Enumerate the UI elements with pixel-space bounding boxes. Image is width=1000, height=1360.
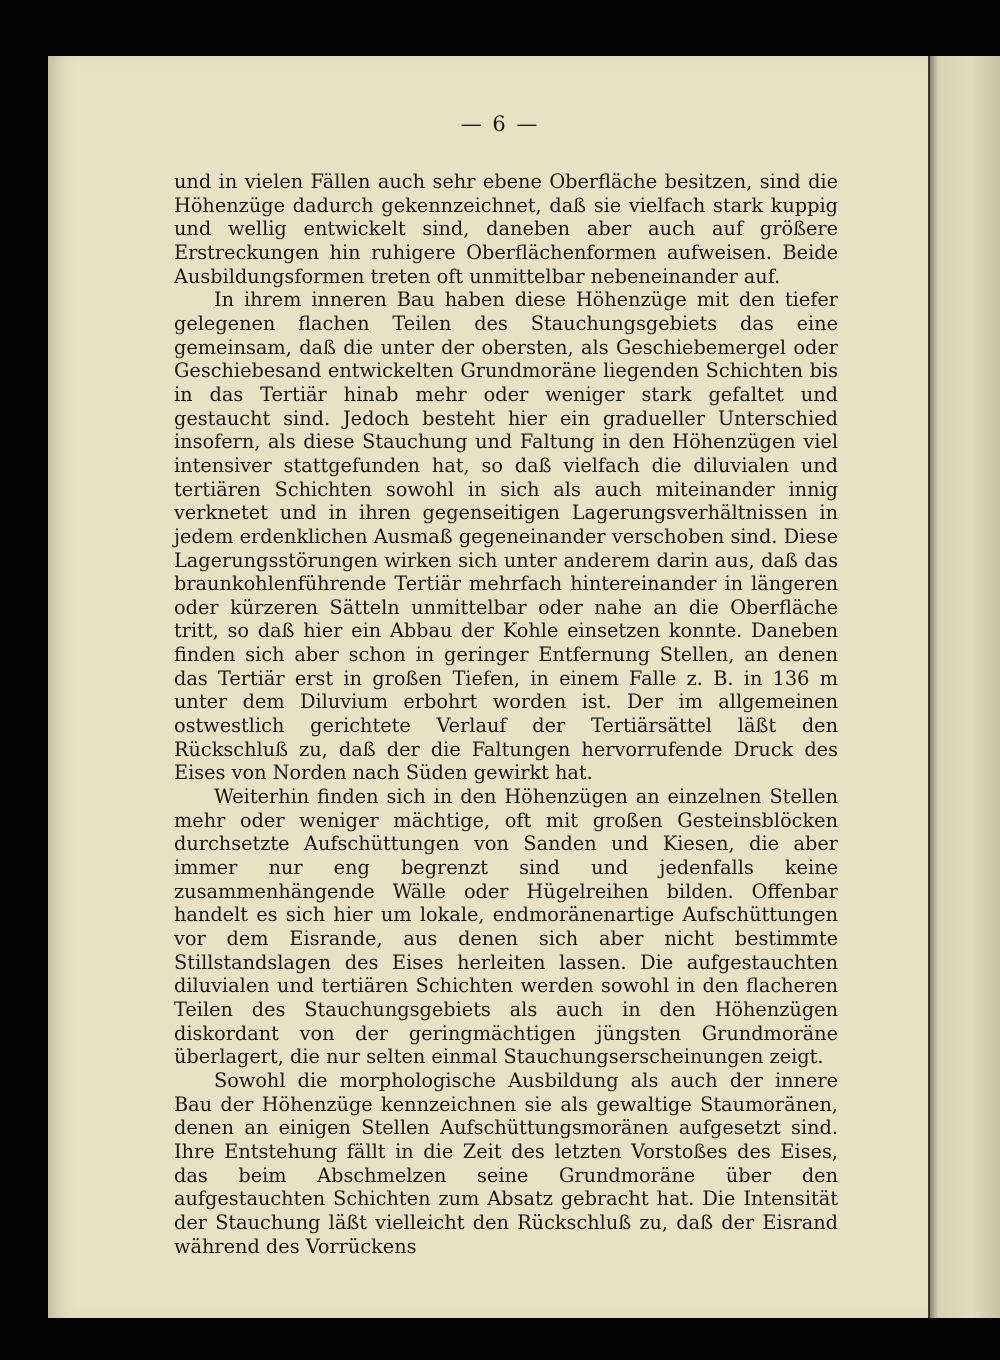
facing-page-edge: [930, 56, 1000, 1318]
body-text: [174, 170, 838, 1258]
paragraph-4: Sowohl die morphologische Ausbildung als auch der innere Bau der Höhenzüge kennzeichnen sie als gewaltige Staumoränen, denen an einigen Stellen Aufschüttungsmoränen aufgesetzt sind. Ihre Entstehung fällt in die Zeit des letzten Vorstoßes des Eises, das beim Abschmelzen seine Grundmoräne über den aufgestauchten Schichten zum Absatz gebracht hat. Die Intensität der Stauchung läßt vielleicht den Rückschluß zu, daß der Eisrand während des Vorrückens: [174, 1068, 838, 1258]
paragraph-3: Weiterhin finden sich in den Höhenzügen an einzelnen Stellen mehr oder weniger mächtige, oft mit großen Gesteinsblöcken durchsetzte Aufschüttungen von Sanden und Kiesen, die aber immer nur eng begrenzt sind und jedenfalls keine zusammenhängende Wälle oder Hügelreihen bilden. Offenbar handelt es sich hier um lokale, endmoränenartige Aufschüttungen vor dem Eisrande, aus denen sich aber nicht bestimmte Stillstandslagen des Eises herleiten lassen. Die aufgestauchten diluvialen und tertiären Schichten werden sowohl in den flacheren Teilen des Stauchungsgebiets als auch in den Höhenzügen diskordant von der geringmächtigen jüngsten Grundmoräne überlagert, die nur selten einmal Stauchungserscheinungen zeigt.: [174, 785, 838, 1069]
page-number-header: — 6 —: [460, 112, 540, 136]
paragraph-1: und in vielen Fällen auch sehr ebene Oberfläche besitzen, sind die Höhenzüge dadurch gekennzeichnet, daß sie vielfach stark kuppig und wellig entwickelt sind, daneben aber auch auf größere Erstreckungen hin ruhigere Oberflächenformen aufweisen. Beide Ausbildungsformen treten oft unmittelbar nebeneinander auf.: [174, 170, 838, 288]
paragraph-2: In ihrem inneren Bau haben diese Höhenzüge mit den tiefer gelegenen flachen Teilen des Stauchungsgebiets das eine gemeinsam, daß die unter der obersten, als Geschiebemergel oder Geschiebesand entwickelten Grundmoräne liegenden Schichten bis in das Tertiär hinab mehr oder weniger stark gefaltet und gestaucht sind. Jedoch besteht hier ein gradueller Unterschied insofern, als diese Stauchung und Faltung in den Höhenzügen viel intensiver stattgefunden hat, so daß vielfach die diluvialen und tertiären Schichten sowohl in sich als auch miteinander innig verknetet und in ihren gegenseitigen Lagerungsverhältnissen in jedem erdenklichen Ausmaß gegeneinander verschoben sind. Diese Lagerungsstörungen wirken sich unter anderem darin aus, daß das braunkohlenführende Tertiär mehrfach hintereinander in längeren oder kürzeren Sätteln unmittelbar oder nahe an die Oberfläche tritt, so daß hier ein Abbau der Kohle einsetzen konnte. Daneben finden sich aber schon in geringer Entfernung Stellen, an denen das Tertiär erst in großen Tiefen, in einem Falle z. B. in 136 m unter dem Diluvium erbohrt worden ist. Der im allgemeinen ostwestlich gerichtete Verlauf der Tertiärsättel läßt den Rückschluß zu, daß der die Faltungen hervorrufende Druck des Eises von Norden nach Süden gewirkt hat.: [174, 288, 838, 785]
